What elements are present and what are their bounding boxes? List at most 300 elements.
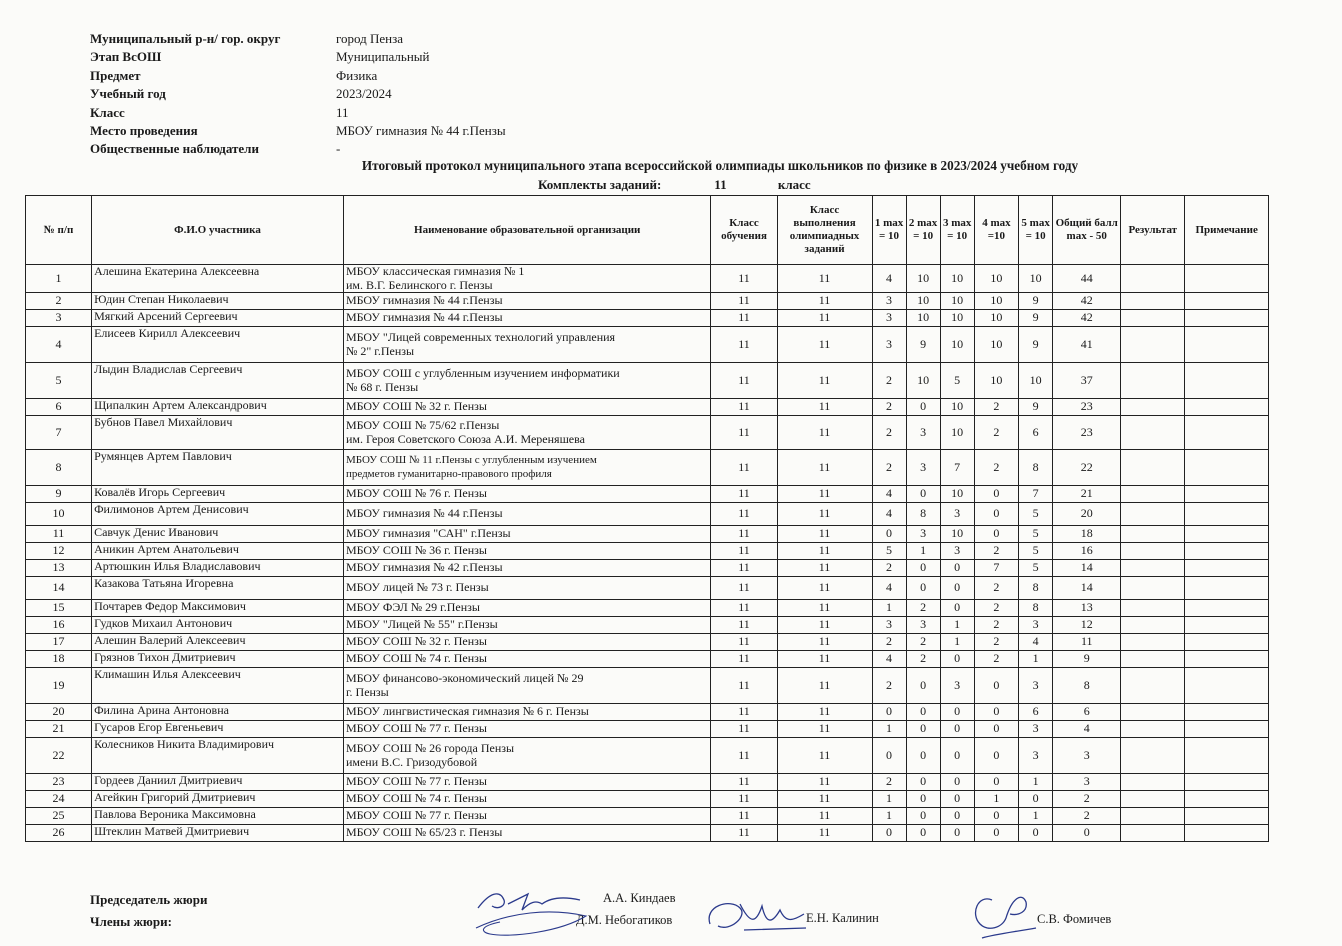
table-row: [26, 486, 1269, 503]
cell-grade-exec: 11: [777, 265, 872, 293]
cell-task4-score: 0: [974, 503, 1018, 526]
cell-participant-name: Елисеев Кирилл Алексеевич: [92, 327, 344, 363]
cell-task1-score: 4: [872, 265, 906, 293]
cell-grade-exec: 11: [777, 293, 872, 310]
cell-num: 14: [26, 577, 92, 600]
cell-task3-score: 10: [940, 327, 974, 363]
cell-grade: 11: [711, 634, 777, 651]
cell-grade-exec: 11: [777, 416, 872, 450]
meta-value: 11: [336, 104, 349, 120]
cell-participant-name: Аникин Артем Анатольевич: [92, 543, 344, 560]
cell-participant-name: Щипалкин Артем Александрович: [92, 399, 344, 416]
table-row: [26, 634, 1269, 651]
table-row: [26, 310, 1269, 327]
table-row: [26, 399, 1269, 416]
cell-organization: [343, 738, 711, 774]
cell-total-score: 14: [1053, 577, 1121, 600]
cell-note: [1185, 399, 1269, 416]
cell-task2-score: 10: [906, 363, 940, 399]
organization-line: МБОУ СОШ № 77 г. Пензы: [345, 721, 487, 736]
cell-task5-score: 9: [1019, 327, 1053, 363]
cell-task1-score: 1: [872, 600, 906, 617]
cell-grade: 11: [711, 416, 777, 450]
cell-task2-score: 3: [906, 416, 940, 450]
cell-num: 19: [26, 668, 92, 704]
cell-total-score: 37: [1053, 363, 1121, 399]
cell-num: 7: [26, 416, 92, 450]
cell-note: [1185, 526, 1269, 543]
organization-line: МБОУ СОШ № 32 г. Пензы: [345, 634, 487, 649]
organization-line: МБОУ СОШ № 75/62 г.Пензы: [345, 418, 500, 432]
cell-organization: [343, 600, 711, 617]
cell-task3-score: 0: [940, 600, 974, 617]
cell-organization: [343, 651, 711, 668]
cell-num: 22: [26, 738, 92, 774]
organization-line: МБОУ гимназия № 44 г.Пензы: [345, 310, 503, 325]
cell-result: [1121, 600, 1185, 617]
cell-task2-score: 0: [906, 399, 940, 416]
cell-task5-score: 0: [1019, 825, 1053, 842]
cell-total-score: 20: [1053, 503, 1121, 526]
organization-line: МБОУ СОШ № 74 г. Пензы: [345, 651, 487, 666]
cell-task3-score: 10: [940, 265, 974, 293]
table-row: [26, 265, 1269, 293]
cell-task5-score: 3: [1019, 668, 1053, 704]
cell-total-score: 11: [1053, 634, 1121, 651]
table-row: [26, 808, 1269, 825]
table-row: [26, 600, 1269, 617]
cell-task2-score: 3: [906, 617, 940, 634]
cell-task3-score: 10: [940, 310, 974, 327]
cell-task1-score: 0: [872, 738, 906, 774]
cell-total-score: 2: [1053, 791, 1121, 808]
cell-note: [1185, 808, 1269, 825]
cell-task5-score: 8: [1019, 577, 1053, 600]
cell-result: [1121, 450, 1185, 486]
cell-note: [1185, 543, 1269, 560]
table-row: [26, 416, 1269, 450]
cell-grade-exec: 11: [777, 399, 872, 416]
cell-grade: 11: [711, 265, 777, 293]
cell-note: [1185, 265, 1269, 293]
col-total-header: Общий балл max - 50: [1053, 196, 1121, 265]
cell-task1-score: 3: [872, 617, 906, 634]
cell-result: [1121, 634, 1185, 651]
cell-organization: [343, 486, 711, 503]
meta-value: город Пенза: [336, 31, 404, 46]
cell-task3-score: 10: [940, 526, 974, 543]
cell-task2-score: 0: [906, 721, 940, 738]
cell-total-score: 12: [1053, 617, 1121, 634]
organization-line: МБОУ ФЭЛ № 29 г.Пензы: [345, 600, 480, 615]
cell-task5-score: 3: [1019, 721, 1053, 738]
cell-grade: 11: [711, 774, 777, 791]
table-row: [26, 577, 1269, 600]
cell-note: [1185, 363, 1269, 399]
meta-label: Этап ВсОШ: [90, 49, 162, 65]
cell-organization: [343, 543, 711, 560]
cell-task4-score: 7: [974, 560, 1018, 577]
cell-grade-exec: 11: [777, 363, 872, 399]
cell-note: [1185, 721, 1269, 738]
cell-grade: 11: [711, 808, 777, 825]
cell-result: [1121, 526, 1185, 543]
cell-note: [1185, 791, 1269, 808]
cell-task1-score: 0: [872, 704, 906, 721]
table-row: [26, 327, 1269, 363]
cell-num: 15: [26, 600, 92, 617]
cell-task2-score: 0: [906, 486, 940, 503]
table-row: [26, 738, 1269, 774]
cell-participant-name: Ковалёв Игорь Сергеевич: [92, 486, 344, 503]
meta-value: 2023/2024: [336, 86, 392, 102]
cell-task5-score: 9: [1019, 310, 1053, 327]
cell-organization: [343, 450, 711, 486]
col-task1-header: 1 max = 10: [872, 196, 906, 265]
cell-result: [1121, 416, 1185, 450]
col-result-header: Результат: [1121, 196, 1185, 265]
results-table: [25, 195, 1269, 842]
cell-task1-score: 2: [872, 450, 906, 486]
col-task2-header: 2 max = 10: [906, 196, 940, 265]
table-row: [26, 617, 1269, 634]
cell-task3-score: 0: [940, 791, 974, 808]
cell-grade: 11: [711, 600, 777, 617]
cell-num: 17: [26, 634, 92, 651]
organization-line: им. Героя Советского Союза А.И. Мереняшева: [345, 431, 585, 446]
table-row: [26, 651, 1269, 668]
cell-num: 11: [26, 526, 92, 543]
cell-organization: [343, 503, 711, 526]
col-grade-exec-header: Класс выполнения олимпиадных заданий: [777, 196, 872, 265]
cell-task4-score: 0: [974, 526, 1018, 543]
cell-task2-score: 9: [906, 327, 940, 363]
cell-num: 4: [26, 327, 92, 363]
cell-grade: 11: [711, 668, 777, 704]
organization-line: МБОУ СОШ № 36 г. Пензы: [345, 543, 487, 558]
cell-task1-score: 4: [872, 486, 906, 503]
cell-total-score: 6: [1053, 704, 1121, 721]
cell-organization: [343, 617, 711, 634]
cell-grade-exec: 11: [777, 526, 872, 543]
cell-task3-score: 1: [940, 634, 974, 651]
cell-note: [1185, 416, 1269, 450]
cell-total-score: 4: [1053, 721, 1121, 738]
cell-task4-score: 10: [974, 265, 1018, 293]
cell-task4-score: 2: [974, 634, 1018, 651]
cell-task1-score: 4: [872, 577, 906, 600]
table-row: [26, 721, 1269, 738]
cell-task2-score: 0: [906, 560, 940, 577]
cell-task2-score: 1: [906, 543, 940, 560]
jury-member-name: Е.Н. Калинин: [806, 911, 879, 925]
cell-participant-name: Мягкий Арсений Сергеевич: [92, 310, 344, 327]
cell-result: [1121, 399, 1185, 416]
cell-num: 21: [26, 721, 92, 738]
organization-line: МБОУ СОШ № 77 г. Пензы: [345, 808, 487, 823]
cell-task1-score: 2: [872, 774, 906, 791]
cell-grade: 11: [711, 577, 777, 600]
cell-task4-score: 1: [974, 791, 1018, 808]
jury-member-name: Д.М. Небогатиков: [576, 913, 673, 927]
member-signature-2: [962, 888, 1042, 943]
cell-note: [1185, 577, 1269, 600]
cell-task2-score: 0: [906, 825, 940, 842]
col-org-header: Наименование образовательной организации: [343, 196, 711, 265]
cell-note: [1185, 327, 1269, 363]
cell-task2-score: 0: [906, 791, 940, 808]
cell-grade: 11: [711, 651, 777, 668]
organization-line: МБОУ гимназия "САН" г.Пензы: [345, 526, 511, 541]
cell-result: [1121, 651, 1185, 668]
cell-task5-score: 6: [1019, 416, 1053, 450]
cell-grade-exec: 11: [777, 774, 872, 791]
cell-num: 25: [26, 808, 92, 825]
cell-task5-score: 9: [1019, 399, 1053, 416]
cell-participant-name: Лыдин Владислав Сергеевич: [92, 363, 344, 399]
cell-task5-score: 10: [1019, 363, 1053, 399]
cell-result: [1121, 791, 1185, 808]
cell-participant-name: Артюшкин Илья Владиславович: [92, 560, 344, 577]
cell-task3-score: 7: [940, 450, 974, 486]
cell-participant-name: Юдин Степан Николаевич: [92, 293, 344, 310]
cell-grade-exec: 11: [777, 738, 872, 774]
cell-task5-score: 7: [1019, 486, 1053, 503]
cell-total-score: 22: [1053, 450, 1121, 486]
cell-task2-score: 0: [906, 808, 940, 825]
cell-note: [1185, 560, 1269, 577]
cell-total-score: 23: [1053, 416, 1121, 450]
cell-task4-score: 0: [974, 486, 1018, 503]
cell-task3-score: 0: [940, 704, 974, 721]
cell-task4-score: 10: [974, 363, 1018, 399]
cell-result: [1121, 363, 1185, 399]
cell-task3-score: 0: [940, 808, 974, 825]
cell-grade-exec: 11: [777, 668, 872, 704]
meta-label: Место проведения: [90, 122, 198, 138]
organization-line: МБОУ финансово-экономический лицей № 29: [345, 671, 584, 685]
cell-grade-exec: 11: [777, 503, 872, 526]
meta-label: Учебный год: [90, 86, 166, 102]
cell-task2-score: 10: [906, 265, 940, 293]
organization-line: МБОУ гимназия № 42 г.Пензы: [345, 560, 503, 575]
cell-grade-exec: 11: [777, 791, 872, 808]
cell-total-score: 13: [1053, 600, 1121, 617]
organization-line: МБОУ СОШ № 26 города Пензы: [345, 741, 515, 755]
cell-organization: [343, 399, 711, 416]
cell-num: 20: [26, 704, 92, 721]
table-header-row: [26, 196, 1269, 265]
cell-result: [1121, 617, 1185, 634]
organization-line: МБОУ лингвистическая гимназия № 6 г. Пензы: [345, 704, 589, 719]
cell-task1-score: 0: [872, 825, 906, 842]
cell-num: 3: [26, 310, 92, 327]
cell-task4-score: 2: [974, 543, 1018, 560]
table-row: [26, 560, 1269, 577]
cell-participant-name: Филимонов Артем Денисович: [92, 503, 344, 526]
meta-label: Предмет: [90, 67, 141, 83]
cell-note: [1185, 825, 1269, 842]
cell-task3-score: 10: [940, 399, 974, 416]
cell-total-score: 14: [1053, 560, 1121, 577]
cell-total-score: 16: [1053, 543, 1121, 560]
cell-participant-name: Румянцев Артем Павлович: [92, 450, 344, 486]
organization-line: МБОУ классическая гимназия № 1: [345, 264, 525, 278]
cell-task4-score: 2: [974, 577, 1018, 600]
cell-grade-exec: 11: [777, 721, 872, 738]
organization-line: № 2" г.Пензы: [345, 343, 415, 358]
cell-task3-score: 0: [940, 651, 974, 668]
cell-organization: [343, 577, 711, 600]
organization-line: им. В.Г. Белинского г. Пензы: [345, 277, 493, 292]
cell-note: [1185, 503, 1269, 526]
cell-grade: 11: [711, 560, 777, 577]
table-row: [26, 704, 1269, 721]
cell-task2-score: 2: [906, 651, 940, 668]
cell-task1-score: 2: [872, 363, 906, 399]
cell-task4-score: 2: [974, 416, 1018, 450]
cell-num: 24: [26, 791, 92, 808]
cell-grade-exec: 11: [777, 634, 872, 651]
cell-organization: [343, 416, 711, 450]
cell-num: 18: [26, 651, 92, 668]
cell-grade-exec: 11: [777, 617, 872, 634]
cell-result: [1121, 774, 1185, 791]
cell-task5-score: 3: [1019, 738, 1053, 774]
cell-num: 1: [26, 265, 92, 293]
col-task4-header: 4 max =10: [974, 196, 1018, 265]
cell-task3-score: 3: [940, 503, 974, 526]
table-row: [26, 543, 1269, 560]
organization-line: МБОУ СОШ № 77 г. Пензы: [345, 774, 487, 789]
organization-line: МБОУ СОШ с углубленным изучением информатики: [345, 366, 620, 380]
cell-organization: [343, 265, 711, 293]
table-row: [26, 503, 1269, 526]
cell-num: 13: [26, 560, 92, 577]
cell-grade: 11: [711, 543, 777, 560]
cell-task1-score: 3: [872, 293, 906, 310]
cell-task3-score: 3: [940, 668, 974, 704]
cell-task1-score: 3: [872, 310, 906, 327]
chair-signature: [470, 882, 600, 942]
cell-task4-score: 0: [974, 668, 1018, 704]
cell-task3-score: 10: [940, 416, 974, 450]
cell-note: [1185, 774, 1269, 791]
cell-task2-score: 2: [906, 600, 940, 617]
cell-task3-score: 1: [940, 617, 974, 634]
cell-task5-score: 0: [1019, 791, 1053, 808]
organization-line: МБОУ "Лицей современных технологий управления: [345, 330, 616, 344]
cell-task5-score: 5: [1019, 526, 1053, 543]
cell-num: 26: [26, 825, 92, 842]
table-row: [26, 450, 1269, 486]
cell-task3-score: 0: [940, 560, 974, 577]
cell-num: 12: [26, 543, 92, 560]
cell-task5-score: 10: [1019, 265, 1053, 293]
cell-grade: 11: [711, 310, 777, 327]
cell-task5-score: 1: [1019, 651, 1053, 668]
cell-task3-score: 10: [940, 486, 974, 503]
cell-task3-score: 0: [940, 738, 974, 774]
organization-line: МБОУ "Лицей № 55" г.Пензы: [345, 617, 498, 632]
meta-label: Класс: [90, 104, 125, 120]
cell-task1-score: 0: [872, 526, 906, 543]
cell-result: [1121, 265, 1185, 293]
cell-note: [1185, 738, 1269, 774]
cell-task1-score: 2: [872, 416, 906, 450]
cell-grade-exec: 11: [777, 600, 872, 617]
cell-grade-exec: 11: [777, 825, 872, 842]
cell-total-score: 2: [1053, 808, 1121, 825]
cell-grade: 11: [711, 486, 777, 503]
cell-result: [1121, 808, 1185, 825]
table-row: [26, 791, 1269, 808]
cell-grade: 11: [711, 617, 777, 634]
cell-task5-score: 5: [1019, 543, 1053, 560]
cell-task1-score: 2: [872, 634, 906, 651]
cell-result: [1121, 825, 1185, 842]
cell-participant-name: Гудков Михаил Антонович: [92, 617, 344, 634]
cell-organization: [343, 791, 711, 808]
cell-grade: 11: [711, 503, 777, 526]
organization-line: МБОУ гимназия № 44 г.Пензы: [345, 293, 503, 308]
cell-result: [1121, 721, 1185, 738]
cell-grade: 11: [711, 327, 777, 363]
cell-task2-score: 0: [906, 668, 940, 704]
jury-member-name: С.В. Фомичев: [1037, 912, 1112, 926]
cell-task4-score: 2: [974, 399, 1018, 416]
cell-task3-score: 3: [940, 543, 974, 560]
cell-task2-score: 3: [906, 526, 940, 543]
cell-task5-score: 6: [1019, 704, 1053, 721]
cell-task4-score: 0: [974, 721, 1018, 738]
cell-total-score: 42: [1053, 293, 1121, 310]
cell-total-score: 8: [1053, 668, 1121, 704]
cell-task3-score: 0: [940, 825, 974, 842]
cell-task4-score: 2: [974, 450, 1018, 486]
cell-task2-score: 8: [906, 503, 940, 526]
cell-organization: [343, 560, 711, 577]
cell-result: [1121, 327, 1185, 363]
col-task3-header: 3 max = 10: [940, 196, 974, 265]
col-name-header: Ф.И.О участника: [92, 196, 344, 265]
cell-note: [1185, 293, 1269, 310]
table-row: [26, 668, 1269, 704]
cell-task3-score: 10: [940, 293, 974, 310]
organization-line: МБОУ СОШ № 65/23 г. Пензы: [345, 825, 503, 840]
cell-participant-name: Филина Арина Антоновна: [92, 704, 344, 721]
organization-line: МБОУ СОШ № 74 г. Пензы: [345, 791, 487, 806]
organization-line: № 68 г. Пензы: [345, 379, 419, 394]
cell-participant-name: Казакова Татьяна Игоревна: [92, 577, 344, 600]
cell-organization: [343, 363, 711, 399]
cell-result: [1121, 543, 1185, 560]
cell-total-score: 3: [1053, 738, 1121, 774]
cell-participant-name: Грязнов Тихон Дмитриевич: [92, 651, 344, 668]
cell-task1-score: 2: [872, 399, 906, 416]
kits-suffix: класс: [777, 177, 811, 192]
cell-participant-name: Бубнов Павел Михайлович: [92, 416, 344, 450]
kits-label: Комплекты заданий:: [538, 177, 662, 192]
cell-organization: [343, 721, 711, 738]
cell-total-score: 9: [1053, 651, 1121, 668]
cell-result: [1121, 577, 1185, 600]
cell-task5-score: 9: [1019, 293, 1053, 310]
cell-note: [1185, 651, 1269, 668]
cell-task3-score: 0: [940, 774, 974, 791]
table-row: [26, 293, 1269, 310]
cell-grade-exec: 11: [777, 310, 872, 327]
